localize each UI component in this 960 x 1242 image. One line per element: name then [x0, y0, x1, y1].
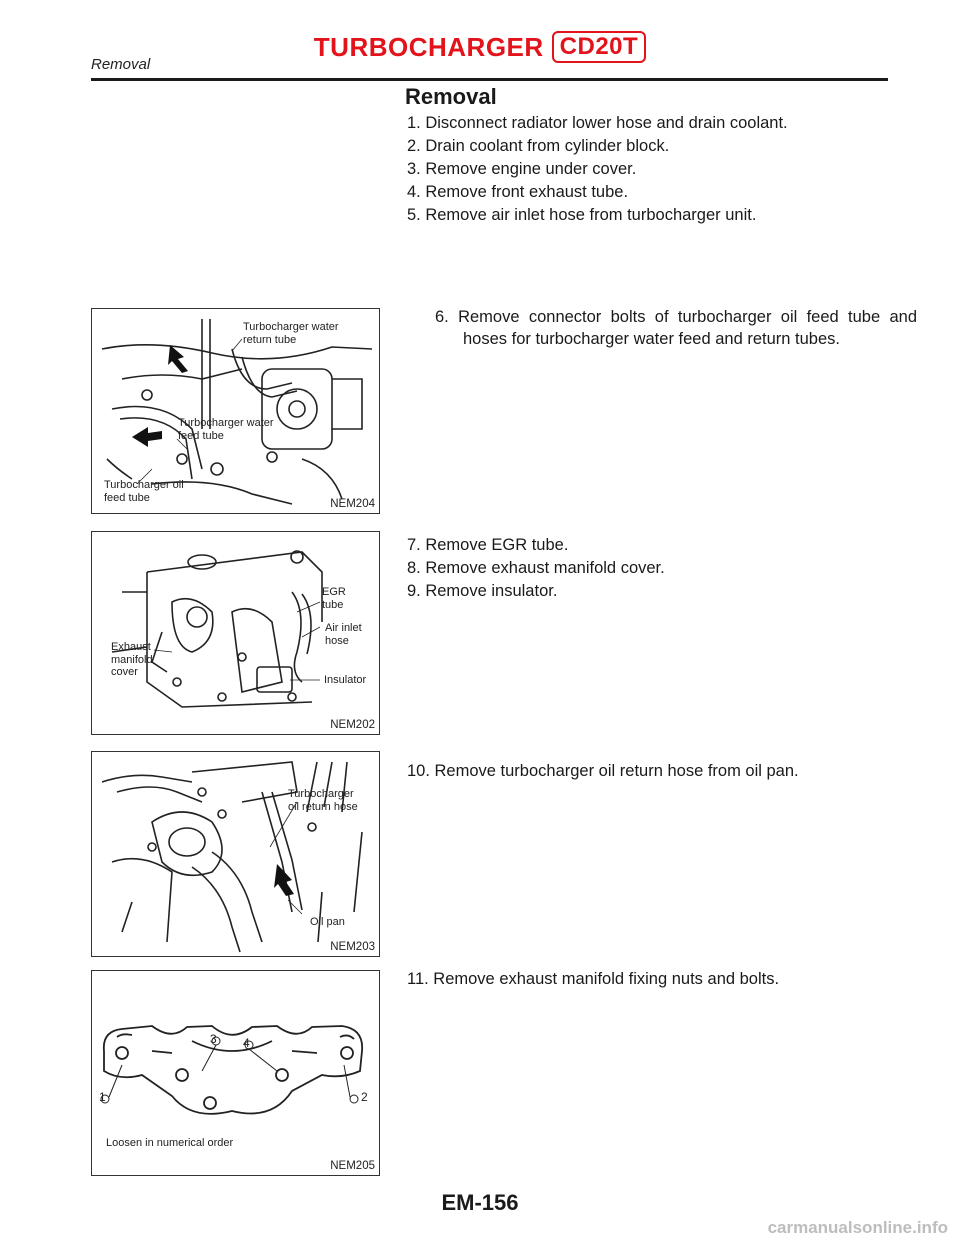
- step-9: 9. Remove insulator.: [407, 582, 558, 600]
- step-4: 4. Remove front exhaust tube.: [407, 183, 629, 201]
- model-badge: CD20T: [552, 31, 647, 63]
- step-8: 8. Remove exhaust manifold cover.: [407, 559, 665, 577]
- watermark: carmanualsonline.info: [767, 1218, 948, 1237]
- page-number: EM-156: [441, 1190, 519, 1215]
- figure-nem204: [91, 308, 380, 514]
- figure-nem203: [91, 751, 380, 957]
- step-3: 3. Remove engine under cover.: [407, 160, 637, 178]
- label-insulator: Insulator: [324, 674, 367, 686]
- section-title: Removal: [405, 84, 497, 109]
- figure-id: NEM205: [330, 1160, 375, 1172]
- label-water-feed-tube: Turbocharger water feed tube: [178, 417, 274, 442]
- chapter-title: TURBOCHARGER: [313, 31, 544, 62]
- marker-2: 2: [361, 1090, 368, 1104]
- figure-nem205: [91, 970, 380, 1176]
- step-7: 7. Remove EGR tube.: [407, 536, 569, 554]
- figure-nem202: [91, 531, 380, 735]
- step-11: 11. Remove exhaust manifold fixing nuts and bolts.: [407, 970, 780, 988]
- label-loosen-order: Loosen in numerical order: [106, 1137, 234, 1149]
- label-oil-pan: Oil pan: [310, 916, 345, 928]
- label-oil-feed-tube: Turbocharger oil feed tube: [104, 479, 184, 504]
- step-5: 5. Remove air inlet hose from turbocharger unit.: [407, 206, 757, 224]
- figure-id: NEM204: [330, 498, 375, 510]
- label-oil-return-hose: Turbocharger oil return hose: [288, 788, 358, 813]
- step-2: 2. Drain coolant from cylinder block.: [407, 137, 670, 155]
- label-exhaust-manifold-cover: Exhaust manifold cover: [111, 641, 153, 678]
- step-1: 1. Disconnect radiator lower hose and drain coolant.: [407, 114, 788, 132]
- figure-id: NEM202: [330, 719, 375, 731]
- figure-id: NEM203: [330, 941, 375, 953]
- label-water-return-tube: Turbocharger water return tube: [243, 321, 339, 346]
- marker-4: 4: [243, 1036, 250, 1050]
- marker-3: 3: [210, 1032, 217, 1046]
- header-subtitle: Removal: [91, 56, 151, 73]
- label-air-inlet-hose: Air inlet hose: [325, 622, 362, 647]
- step-10: 10. Remove turbocharger oil return hose from oil pan.: [407, 762, 799, 780]
- step-6: 6. Remove connector bolts of turbocharger oil feed tube and hoses for turbocharger water feed and return tubes.: [435, 308, 917, 348]
- label-egr-tube: EGR tube: [322, 586, 346, 611]
- marker-1: 1: [99, 1090, 106, 1104]
- header-rule: [91, 78, 888, 81]
